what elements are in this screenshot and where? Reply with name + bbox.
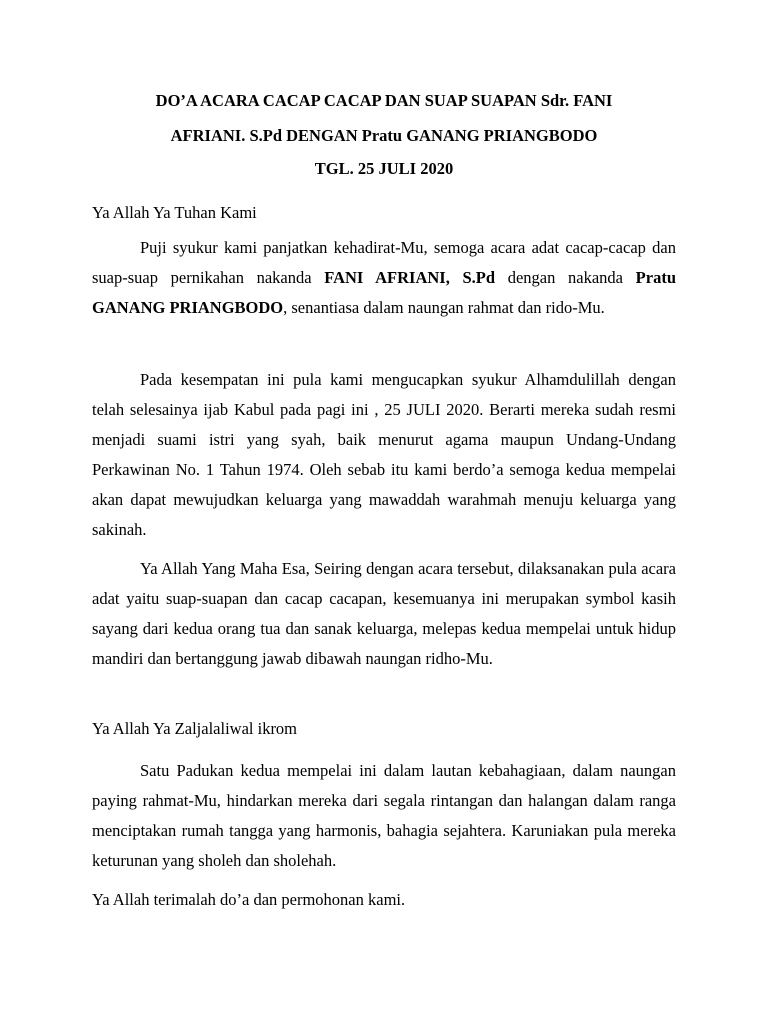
paragraph-1-text-a: Puji syukur kami panjatkan kehadirat-Mu, semoga acara adat cacap-cacap dan suap-suap pernikahan nakanda: [92, 238, 676, 287]
paragraph-1: [92, 233, 676, 323]
closing-prayer: Ya Allah terimalah do’a dan permohonan kami.: [92, 890, 406, 909]
paragraph-1-text-c: , senantiasa dalam naungan rahmat dan rido-Mu.: [283, 298, 605, 317]
title-line-2: AFRIANI. S.Pd DENGAN Pratu GANANG PRIANGBODO: [170, 126, 598, 145]
second-invocation: Ya Allah Ya Zaljalaliwal ikrom: [92, 719, 298, 738]
paragraph-4: Satu Padukan kedua mempelai ini dalam lautan kebahagiaan, dalam naungan paying rahmat-Mu, hindarkan mereka dari segala rintangan dan halangan dalam ranga menciptakan rumah tangga yang harmonis, bahagia sejahtera. Karuniakan pula mereka keturunan yang sholeh dan sholehah.: [92, 761, 676, 870]
document-title: [92, 83, 676, 153]
title-line-1: DO’A ACARA CACAP CACAP DAN SUAP SUAPAN Sdr. FANI: [155, 91, 613, 110]
document-date: TGL. 25 JULI 2020: [314, 159, 454, 178]
opening-invocation: Ya Allah Ya Tuhan Kami: [92, 203, 257, 222]
paragraph-3: Ya Allah Yang Maha Esa, Seiring dengan acara tersebut, dilaksanakan pula acara adat yaitu suap-suapan dan cacap cacapan, kesemuanya ini merupakan symbol kasih sayang dari kedua orang tua dan sanak keluarga, melepas kedua mempelai untuk hidup mandiri dan bertanggung jawab dibawah naungan ridho-Mu.: [92, 559, 676, 668]
paragraph-2: Pada kesempatan ini pula kami mengucapkan syukur Alhamdulillah dengan telah selesainya ijab Kabul pada pagi ini , 25 JULI 2020. Berarti mereka sudah resmi menjadi suami istri yang syah, baik menurut agama maupun Undang-Undang Perkawinan No. 1 Tahun 1974. Oleh sebab itu kami berdo’a semoga kedua mempelai akan dapat mewujudkan keluarga yang mawaddah warahmah menuju keluarga yang sakinah.: [92, 370, 676, 539]
paragraph-1-text-b: dengan nakanda: [495, 268, 636, 287]
bride-name: FANI AFRIANI, S.Pd: [324, 268, 496, 287]
groom-name: Pratu GANANG PRIANGBODO: [92, 268, 676, 317]
